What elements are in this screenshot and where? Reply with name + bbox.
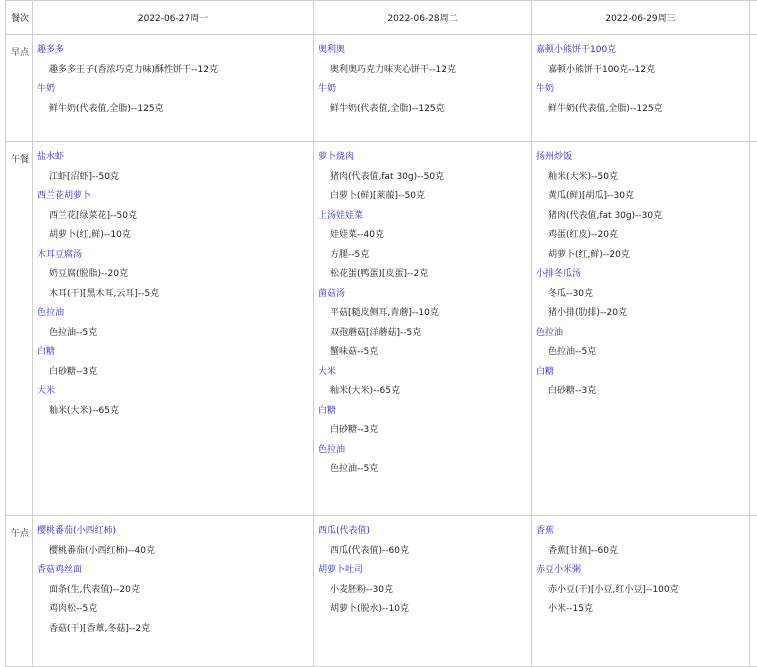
day-cell [314,35,532,142]
dish-name[interactable]: 大米 [314,363,531,383]
ingredient-item: 白砂糖--3克 [33,363,313,383]
ingredient-item: 猪小排(肋排)--20克 [532,304,749,324]
ingredient-item: 香蕉[甘蕉]--60克 [532,542,749,562]
dish-name[interactable]: 奥利奥 [314,41,531,61]
ingredient-item: 松花蛋(鸭蛋)[皮蛋]--2克 [314,265,531,285]
dish-name[interactable]: 白糖 [33,343,313,363]
meal-label: 午餐 [6,142,33,516]
meal-label: 早点 [6,35,33,142]
ingredient-item: 鸡蛋(红皮)--20克 [532,226,749,246]
dish-name[interactable]: 大米 [33,382,313,402]
ingredient-item: 色拉油--5克 [532,343,749,363]
ingredient-item: 嘉顿小熊饼干100克--12克 [532,61,749,81]
dish-name[interactable]: 色拉油 [532,324,749,344]
ingredient-item: 方腿--5克 [314,246,531,266]
ingredient-item: 鲜牛奶(代表值,全脂)--125克 [33,100,313,120]
ingredient-item: 双孢蘑菇[洋蘑菇]--5克 [314,324,531,344]
ingredient-item: 鲜牛奶(代表值,全脂)--125克 [314,100,531,120]
day-header: 2022-06-27周一 [33,1,314,35]
ingredient-item: 鸡肉松--5克 [33,600,313,620]
ingredient-item: 奶豆腐(脱脂)--20克 [33,265,313,285]
dish-name[interactable]: 盐水虾 [33,148,313,168]
ingredient-item: 趣多多王子(香浓巧克力味)酥性饼干--12克 [33,61,313,81]
ingredient-item: 樱桃番茄(小西红柿)--40克 [33,542,313,562]
ingredient-item: 胡萝卜(脱水)--10克 [314,600,531,620]
dish-name[interactable]: 西瓜(代表值) [314,522,531,542]
meal-row [6,35,757,142]
ingredient-item: 娃娃菜--40克 [314,226,531,246]
ingredient-item: 小米--15克 [532,600,749,620]
ingredient-item: 木耳(干)[黑木耳,云耳]--5克 [33,285,313,305]
ingredient-item: 鲜牛奶(代表值,全脂)--125克 [532,100,749,120]
ingredient-item: 籼米(大米)--65克 [314,382,531,402]
ingredient-item: 香菇(干)[香蕈,冬菇]--2克 [33,620,313,640]
day-cell [33,35,314,142]
day-header: 2022-06-28周二 [314,1,532,35]
dish-name[interactable]: 樱桃番茄(小西红柿) [33,522,313,542]
dish-name[interactable]: 上汤娃娃菜 [314,207,531,227]
ingredient-item: 白砂糖--3克 [314,421,531,441]
dish-name[interactable]: 香蕉 [532,522,749,542]
ingredient-item: 蟹味菇--5克 [314,343,531,363]
ingredient-item: 小麦胚粉--30克 [314,581,531,601]
meal-label: 午点 [6,516,33,667]
ingredient-item: 胡萝卜(红,鲜)--20克 [532,246,749,266]
dish-name[interactable]: 白糖 [532,363,749,383]
overflow-cell [750,142,757,516]
ingredient-item: 白砂糖--3克 [532,382,749,402]
dish-name[interactable]: 牛奶 [314,80,531,100]
meal-column-header: 餐次 [6,1,33,35]
day-cell [33,142,314,516]
dish-name[interactable]: 赤豆小米粥 [532,561,749,581]
dish-name[interactable]: 香菇鸡丝面 [33,561,313,581]
dish-name[interactable]: 萝卜烧肉 [314,148,531,168]
overflow-cell [750,516,757,667]
ingredient-item: 赤小豆(干)[小豆,红小豆]--100克 [532,581,749,601]
ingredient-item: 白萝卜(鲜)[莱菔]--50克 [314,187,531,207]
dish-name[interactable]: 扬州炒饭 [532,148,749,168]
header-row [6,1,757,35]
ingredient-item: 色拉油--5克 [314,460,531,480]
dish-name[interactable]: 白糖 [314,402,531,422]
meal-row [6,516,757,667]
ingredient-item: 猪肉(代表值,fat 30g)--30克 [532,207,749,227]
day-cell [532,516,750,667]
dish-name[interactable]: 木耳豆腐汤 [33,246,313,266]
ingredient-item: 西兰花[绿菜花]--50克 [33,207,313,227]
ingredient-item: 籼米(大米)--50克 [532,168,749,188]
ingredient-item: 籼米(大米)--65克 [33,402,313,422]
ingredient-item: 面条(生,代表值)--20克 [33,581,313,601]
ingredient-item: 冬瓜--30克 [532,285,749,305]
dish-name[interactable]: 色拉油 [33,304,313,324]
ingredient-item: 色拉油--5克 [33,324,313,344]
dish-name[interactable]: 嘉顿小熊饼干100克 [532,41,749,61]
overflow-cell [750,35,757,142]
dish-name[interactable]: 色拉油 [314,441,531,461]
dish-name[interactable]: 胡萝卜吐司 [314,561,531,581]
dish-name[interactable]: 牛奶 [33,80,313,100]
day-header: 2022-06-29周三 [532,1,750,35]
day-cell [314,142,532,516]
day-cell [532,142,750,516]
day-cell [532,35,750,142]
dish-name[interactable]: 牛奶 [532,80,749,100]
overflow-column [750,1,757,35]
ingredient-item: 西瓜(代表值)--60克 [314,542,531,562]
day-cell [314,516,532,667]
ingredient-item: 猪肉(代表值,fat 30g)--50克 [314,168,531,188]
ingredient-item: 胡萝卜(红,鲜)--10克 [33,226,313,246]
ingredient-item: 奥利奥巧克力味夹心饼干--12克 [314,61,531,81]
ingredient-item: 黄瓜(鲜)[胡瓜]--30克 [532,187,749,207]
dish-name[interactable]: 趣多多 [33,41,313,61]
day-cell [33,516,314,667]
ingredient-item: 江虾[沼虾]--50克 [33,168,313,188]
menu-table [5,0,757,667]
dish-name[interactable]: 西兰花胡萝卜 [33,187,313,207]
dish-name[interactable]: 菌菇汤 [314,285,531,305]
meal-row [6,142,757,516]
ingredient-item: 平菇[糙皮侧耳,青蘑]--10克 [314,304,531,324]
dish-name[interactable]: 小排冬瓜汤 [532,265,749,285]
